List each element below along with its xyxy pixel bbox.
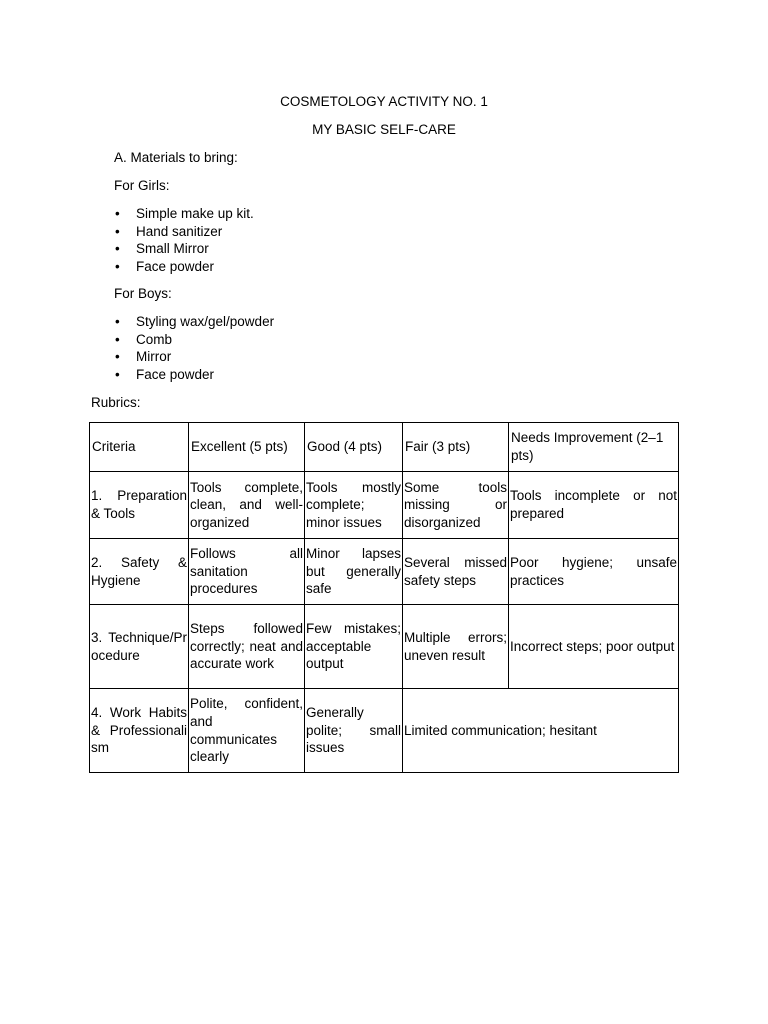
table-cell: Several missed safety steps	[403, 539, 509, 605]
list-item: • Hand sanitizer	[115, 223, 254, 241]
list-item: • Face powder	[115, 258, 254, 276]
column-header: Good (4 pts)	[305, 423, 403, 472]
boys-list	[115, 313, 274, 384]
table-row	[90, 689, 679, 773]
table-cell: Poor hygiene; unsafe practices	[509, 539, 679, 605]
table-cell: Tools complete, clean, and well-organized	[189, 472, 305, 539]
girls-heading: For Girls:	[114, 178, 170, 193]
list-item: • Mirror	[115, 348, 274, 366]
table-row	[90, 472, 679, 539]
column-header: Fair (3 pts)	[403, 423, 509, 472]
table-cell: Some tools missing or disorganized	[403, 472, 509, 539]
table-cell: 3. Technique/Procedure	[90, 605, 189, 689]
table-cell: Limited communication; hesitant	[403, 689, 679, 773]
column-header: Criteria	[90, 423, 189, 472]
list-item: • Small Mirror	[115, 240, 254, 258]
rubrics-label: Rubrics:	[91, 395, 141, 410]
table-cell: Polite, confident, and communicates clearly	[189, 689, 305, 773]
list-item: • Face powder	[115, 366, 274, 384]
table-row	[90, 605, 679, 689]
boys-heading: For Boys:	[114, 286, 172, 301]
girls-list	[115, 205, 254, 276]
table-cell: Follows all sanitation procedures	[189, 539, 305, 605]
table-cell: Few mistakes; acceptable output	[305, 605, 403, 689]
rubric-table	[89, 422, 679, 773]
page-subtitle: MY BASIC SELF-CARE	[312, 122, 456, 137]
section-a-heading: A. Materials to bring:	[114, 150, 238, 165]
list-item: • Styling wax/gel/powder	[115, 313, 274, 331]
table-cell: Multiple errors; uneven result	[403, 605, 509, 689]
column-header: Excellent (5 pts)	[189, 423, 305, 472]
list-item: • Comb	[115, 331, 274, 349]
table-cell: Incorrect steps; poor output	[509, 605, 679, 689]
table-cell: 4. Work Habits & Professionalism	[90, 689, 189, 773]
table-cell: Steps followed correctly; neat and accurate work	[189, 605, 305, 689]
table-cell: 1. Preparation & Tools	[90, 472, 189, 539]
column-header: Needs Improvement (2–1 pts)	[509, 423, 679, 472]
table-cell: 2. Safety & Hygiene	[90, 539, 189, 605]
list-item: • Simple make up kit.	[115, 205, 254, 223]
page-title: COSMETOLOGY ACTIVITY NO. 1	[280, 94, 488, 109]
table-header-row	[90, 423, 679, 472]
table-cell: Generally polite; small issues	[305, 689, 403, 773]
table-cell: Minor lapses but generally safe	[305, 539, 403, 605]
table-cell: Tools mostly complete; minor issues	[305, 472, 403, 539]
table-row	[90, 539, 679, 605]
table-cell: Tools incomplete or not prepared	[509, 472, 679, 539]
